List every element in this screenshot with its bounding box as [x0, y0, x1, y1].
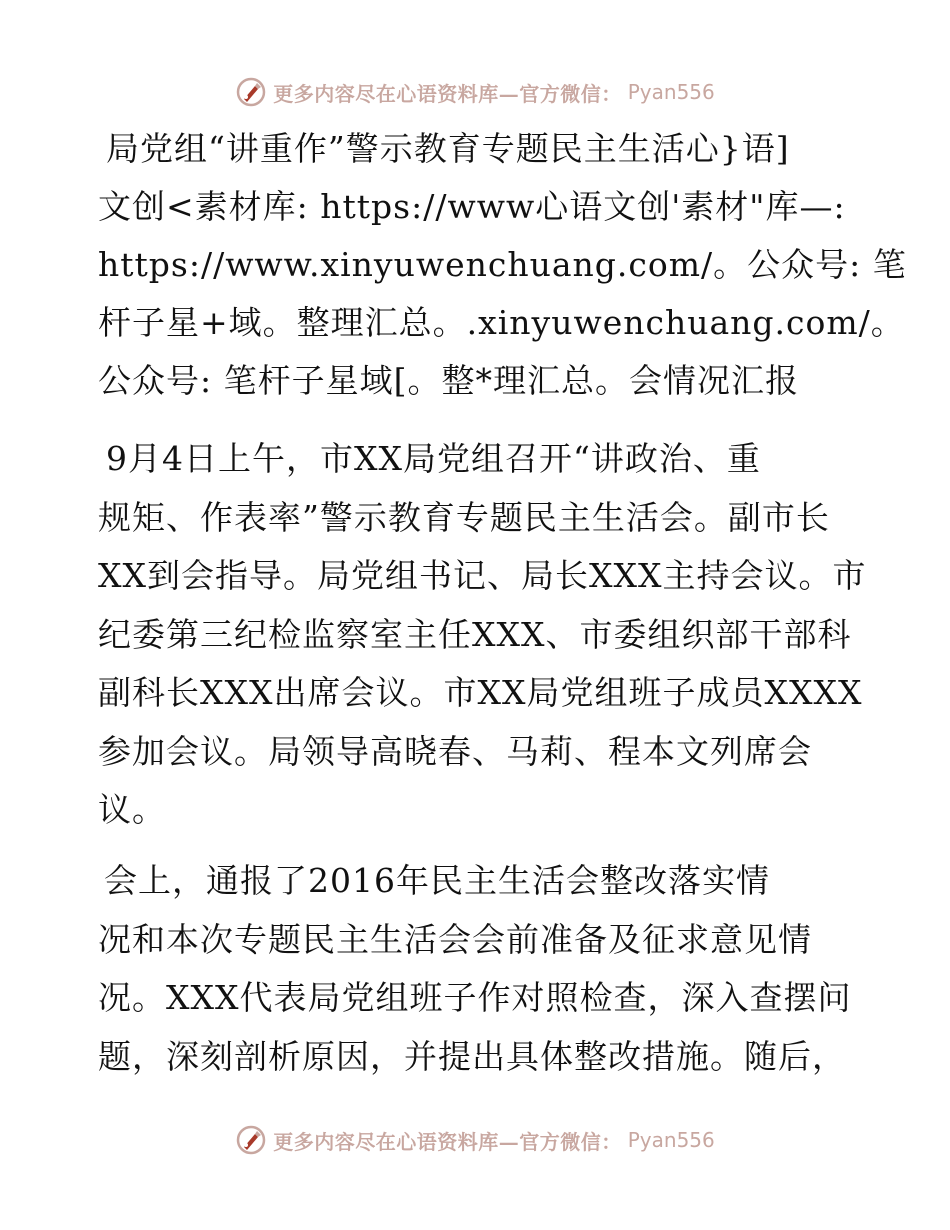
watermark-wechat-id: Pyan556: [627, 80, 715, 104]
document-title: [98, 120, 907, 410]
paragraph-line: 纪委第三纪检监察室主任XXX、市委组织部干部科: [98, 614, 852, 654]
paragraph-line: 题，深刻剖析原因，并提出具体整改措施。随后，: [98, 1036, 846, 1076]
title-line: https://www.xinyuwenchuang.com/。公众号: 笔: [98, 245, 907, 284]
watermark-text: 更多内容尽在心语资料库—官方微信：: [273, 1129, 622, 1154]
paragraph-line: 会上，通报了2016年民主生活会整改落实情: [104, 861, 770, 900]
paragraph-line: XX到会指导。局党组书记、局长XXX主持会议。市: [98, 556, 867, 595]
pen-logo-icon: [235, 76, 267, 108]
paragraph-line: 规矩、作表率”警示教育专题民主生活会。副市长: [98, 497, 830, 537]
paragraph-line: 议。: [98, 790, 166, 829]
paragraph-line: 参加会议。局领导高晓春、马莉、程本文列席会: [98, 731, 812, 771]
watermark-text: 更多内容尽在心语资料库—官方微信：: [273, 81, 622, 106]
title-line: 公众号: 笔杆子星域[。整*理汇总。会情况汇报: [98, 361, 799, 400]
title-line: 文创<素材库: https://www心语文创'素材"库—:: [98, 187, 846, 226]
watermark-wechat-id: Pyan556: [627, 1128, 715, 1152]
paragraph-2: [98, 852, 858, 1086]
title-line: 杆子星+域。整理汇总。.xinyuwenchuang.com/。: [98, 303, 905, 342]
title-line: 局党组“讲重作”警示教育专题民主生活心}语]: [106, 129, 790, 168]
footer-watermark: [0, 1120, 950, 1160]
pen-logo-icon: [235, 1124, 267, 1156]
paragraph-1: [98, 430, 867, 840]
header-watermark: [0, 72, 950, 112]
paragraph-line: 况。XXX代表局党组班子作对照检查，深入查摆问: [98, 978, 852, 1017]
paragraph-line: 9月4日上午，市XX局党组召开“讲政治、重: [106, 439, 761, 478]
paragraph-line: 况和本次专题民主生活会会前准备及征求意见情: [98, 919, 812, 959]
paragraph-line: 副科长XXX出席会议。市XX局党组班子成员XXXX: [98, 673, 863, 712]
